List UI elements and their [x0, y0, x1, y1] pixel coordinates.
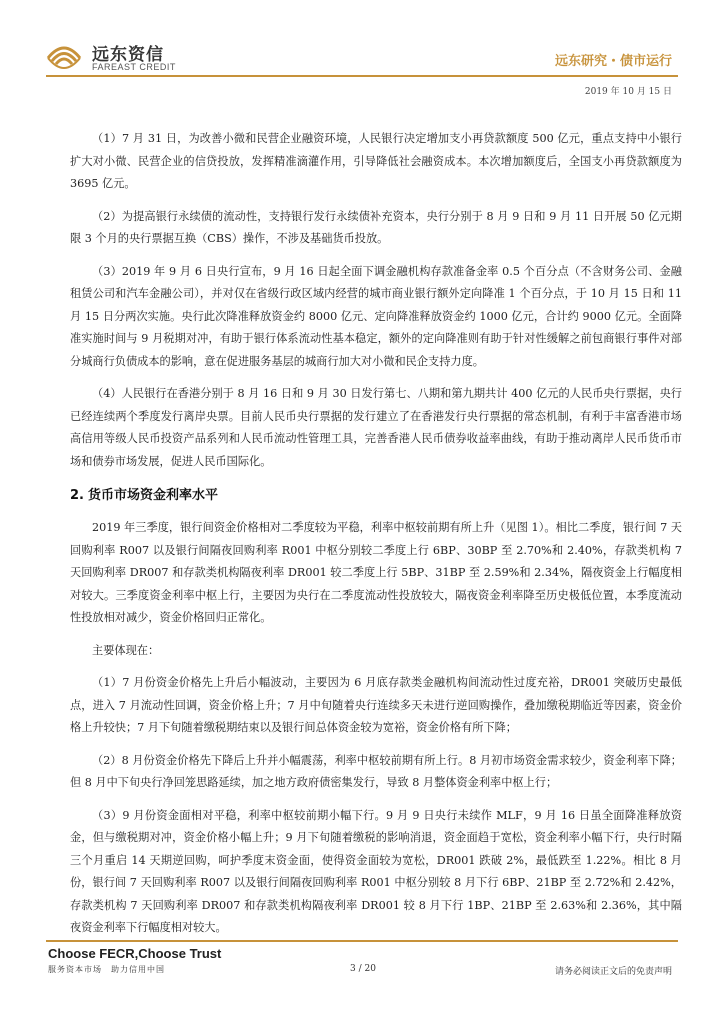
document-body	[70, 128, 682, 950]
point-paragraph-2: （2）8 月份资金价格先下降后上升并小幅震荡，利率中枢较前期有所上行。8 月初市场资金需求较少，资金利率下降；但 8 月中下旬央行净回笼思路延续，加之地方政府债密集发行，导致 8 月整体资金利率中枢上行；	[70, 753, 682, 789]
disclaimer-note: 请务必阅读正文后的免责声明	[554, 967, 672, 977]
policy-paragraph-4: （4）人民银行在香港分别于 8 月 16 日和 9 月 30 日发行第七、八期和第九期共计 400 亿元的人民币央行票据，央行已经连续两个季度发行离岸央票。目前人民币央行票据的发行建立了在香港发行央行票据的常态机制，有利于丰富香港市场高信用等级人民币投资产品系列和人民币流动性管理工具，完善香港人民币债券收益率曲线，有助于推动离岸人民币货币市场和债券市场发展，促进人民币国际化。	[70, 387, 682, 468]
section-intro-paragraph: 2019 年三季度，银行间资金价格相对二季度较为平稳，利率中枢较前期有所上升（见图 1）。相比二季度，银行间 7 天回购利率 R007 以及银行间隔夜回购利率 R001 中枢分别较二季度上行 6BP、30BP 至 2.70%和 2.40%，存款类机构 7 天回购利率 DR007 和存款类机构隔夜利率 DR001 较二季度上行 5BP、31BP 至 2.59%和 2.34%，隔夜资金上行幅度相对较大。三季度资金利率中枢上行，主要因为央行在二季度流动性投放较大，隔夜资金利率降至历史极低位置，本季度流动性投放相对减少，资金价格回归正常化。	[70, 521, 682, 624]
footer-tagline: 服务资本市场 助力信用中国	[48, 965, 165, 974]
point-paragraph-3: （3）9 月份资金面相对平稳，利率中枢较前期小幅下行。9 月 9 日央行未续作 MLF，9 月 16 日虽全面降准释放资金，但与缴税期对冲，资金价格小幅上升；9 月下旬随着缴税的影响消退，资金面趋于宽松，资金利率小幅下行，央行时隔三个月重启 14 天期逆回购，呵护季度末资金面，使得资金面较为宽松，DR001 跌破 2%，最低跌至 1.22%。相比 8 月份，银行间 7 天回购利率 R007 以及银行间隔夜回购利率 R001 中枢分别较 8 月下行 6BP、21BP 至 2.72%和 2.42%，存款类机构 7 天回购利率 DR007 和存款类机构隔夜利率 DR001 较 8 月下行 1BP、21BP 至 2.63%和 2.36%，其中隔夜资金利率下行幅度相对较大。	[70, 808, 682, 934]
logo-mark-icon	[44, 42, 84, 74]
company-logo	[44, 40, 224, 76]
section-number: 2.	[70, 488, 84, 503]
policy-paragraph-3: （3）2019 年 9 月 6 日央行宣布，9 月 16 日起全面下调金融机构存款准备金率 0.5 个百分点（不含财务公司、金融租赁公司和汽车金融公司），并对仅在省级行政区域内经营的城市商业银行额外定向降准 1 个百分点，于 10 月 15 日和 11 月 15 日分两次实施。央行此次降准释放资金约 8000 亿元、定向降准释放资金约 1000 亿元，合计约 9000 亿元。全面降准实施时间与 9 月税期对冲，有助于银行体系流动性基本稳定，额外的定向降准则有助于针对性缓解之前包商银行事件对部分城商行负债成本的影响，意在促进服务基层的城商行加大对小微和民企支持力度。	[70, 264, 682, 368]
header-divider	[46, 75, 678, 77]
report-date: 2019 年 10 月 15 日	[584, 87, 672, 97]
policy-paragraph-1: （1）7 月 31 日，为改善小微和民营企业融资环境，人民银行决定增加支小再贷款额度 500 亿元，重点支持中小银行扩大对小微、民营企业的信贷投放，发挥精准滴灌作用，引导降低社会融资成本。本次增加额度后，全国支小再贷款额度为 3695 亿元。	[70, 132, 682, 190]
policy-paragraph-2: （2）为提高银行永续债的流动性，支持银行发行永续债补充资本，央行分别于 8 月 9 日和 9 月 11 日开展 50 亿元期限 3 个月的央行票据互换（CBS）操作，不涉及基础货币投放。	[70, 209, 682, 245]
footer-slogan: Choose FECR,Choose Trust	[48, 946, 222, 961]
main-points-label: 主要体现在：	[92, 643, 160, 657]
report-section-label: 远东研究・债市运行	[554, 54, 672, 69]
page-header	[0, 0, 724, 110]
section-heading	[70, 485, 682, 507]
logo-chinese-name: 远东资信	[92, 45, 164, 65]
footer-divider	[46, 940, 678, 942]
logo-english-name: FAREAST CREDIT	[92, 62, 176, 72]
point-paragraph-1: （1）7 月份资金价格先上升后小幅波动，主要因为 6 月底存款类金融机构间流动性过度充裕，DR001 突破历史最低点，进入 7 月流动性回调，资金价格上升；7 月中旬随着央行连续多天未进行逆回购操作，叠加缴税期临近等因素，资金价格上升较快；7 月下旬随着缴税期结束以及银行间总体资金较为宽裕，资金价格有所下降；	[70, 676, 682, 734]
section-title: 货币市场资金利率水平	[87, 488, 218, 503]
page-number: 3 / 20	[350, 964, 376, 974]
